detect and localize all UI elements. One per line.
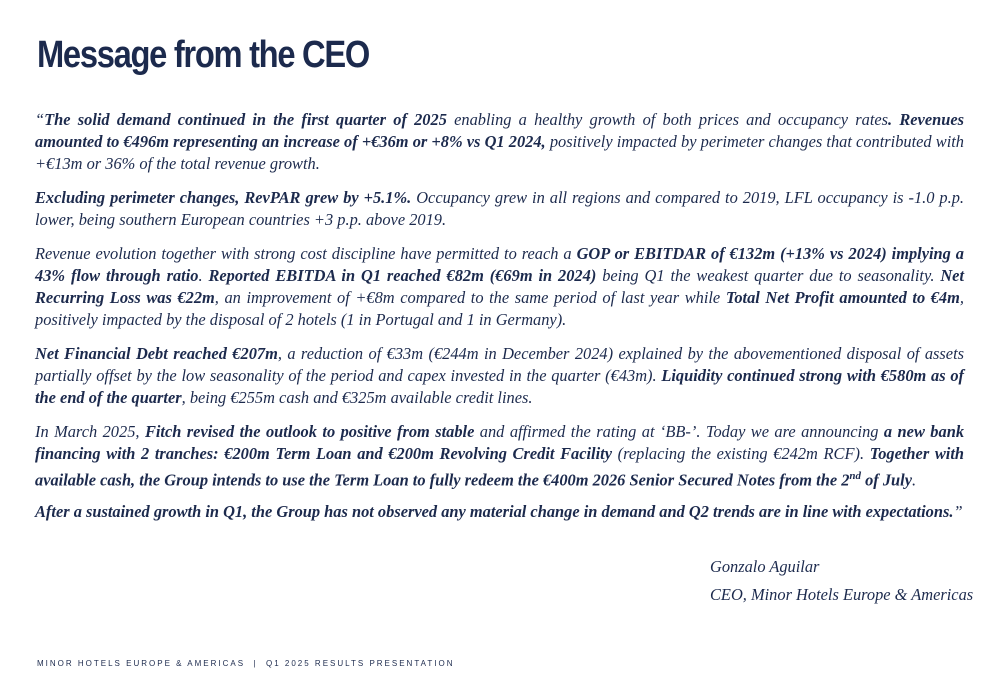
text-run: ” [953,502,963,522]
message-paragraph [35,501,964,523]
text-run: , an improvement of +€8m compared to the same period of last year while [214,288,726,307]
bold-text-run: Together with available cash, the Group intends to use the Term Loan to fully redeem the €400m 2026 Senior Secured Notes from the 2 [35,444,965,490]
ceo-message-body [35,109,964,535]
bold-text-run: After a sustained growth in Q1, the Group has not observed any material change in demand and Q2 trends are in line with expectations. [35,502,954,522]
text-run: Revenue evolution together with strong cost discipline have permitted to reach a [35,244,577,263]
bold-text-run: GOP or EBITDAR of €132m (+13% vs 2024) implying a 43% flow through ratio [35,244,965,285]
text-run: (replacing the existing €242m RCF). [611,444,870,463]
message-paragraph [35,421,964,491]
text-run: “ [35,110,45,129]
bold-text-run: The solid demand continued in the first quarter of 2025 [44,110,447,129]
signature-role: CEO, Minor Hotels Europe & Americas [710,585,974,604]
text-run: . [198,266,209,285]
bold-text-run: Fitch revised the outlook to positive from stable [144,422,475,441]
bold-text-run: Reported EBITDA in Q1 reached €82m (€69m in 2024) [208,266,597,285]
bold-text-run: nd [849,470,862,482]
message-paragraph [35,187,964,231]
bold-text-run: Total Net Profit amounted to €4m [725,288,960,307]
bold-text-run: of July [861,470,913,490]
text-run: and affirmed the rating at ‘BB-’. Today we are announcing [474,422,884,441]
text-run: , positively impacted by the disposal of 2 hotels (1 in Portugal and 1 in Germany). [35,288,964,329]
bold-text-run: . Revenues amounted to €496m representing an increase of +€36m or +8% vs Q1 2024, [35,110,964,151]
text-run: In March 2025, [35,422,145,441]
bold-text-run: Net Financial Debt reached €207m [35,344,278,363]
text-run: positively impacted by perimeter changes that contributed with +€13m or 36% of the total revenue growth. [35,132,964,173]
footer-text: MINOR HOTELS EUROPE & AMERICAS | Q1 2025 RESULTS PRESENTATION [37,659,455,668]
bold-text-run: Liquidity continued strong with €580m as of the end of the quarter [35,366,964,407]
message-paragraph [35,109,964,175]
text-run: Occupancy grew in all regions and compared to 2019, LFL occupancy is -1.0 p.p. lower, being southern European countries +3 p.p. above 2019. [35,188,964,229]
text-run: enabling a healthy growth of both prices and occupancy rates [446,110,889,129]
text-run: , being €255m cash and €325m available credit lines. [181,388,533,407]
text-run: . [912,470,917,490]
page-title: Message from the CEO [37,34,369,76]
bold-text-run: Net Recurring Loss was €22m [35,266,965,307]
bold-text-run: a new bank financing with 2 tranches: €200m Term Loan and €200m Revolving Credit Facility [35,422,965,463]
message-paragraph [35,343,964,409]
bold-text-run: Excluding perimeter changes, RevPAR grew by +5.1%. [35,188,412,207]
signature-block [710,553,973,609]
signature-name: Gonzalo Aguilar [710,557,820,576]
text-run: being Q1 the weakest quarter due to seasonality. [596,266,941,285]
message-paragraph [35,243,964,331]
text-run: , a reduction of €33m (€244m in December 2024) explained by the abovementioned disposal of assets partially offset by the low seasonality of the period and capex invested in the quarter (€43m). [35,344,964,385]
